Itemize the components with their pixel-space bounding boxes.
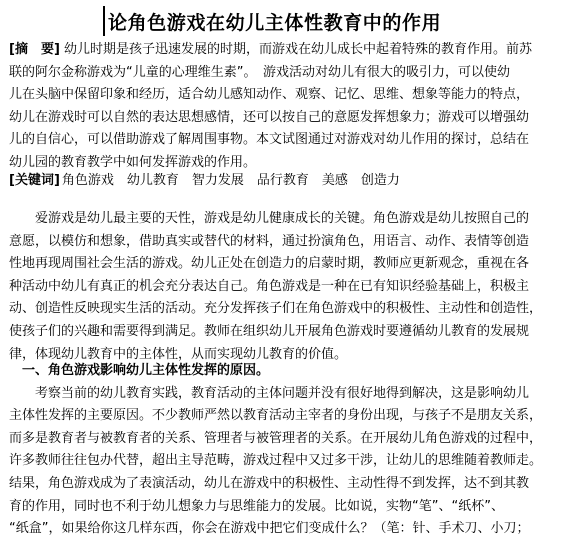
section-one (9, 360, 565, 541)
abstract-line: 幼儿在游戏时可以自然的表达思想感情，还可以按自己的意愿发挥想象力；游戏可以增强幼 (9, 109, 530, 125)
abstract-line: 联的阿尔金称游戏为“儿童的心理维生素”。 游戏活动对幼儿有很大的吸引力，可以使幼 (9, 64, 510, 80)
abstract-line: 幼儿园的教育教学中如何发挥游戏的作用。 (9, 154, 257, 170)
paragraph-line: 性地再现周围社会生活的游戏。幼儿正处在创造力的启蒙时期，教师应更新观念，重视在各 (9, 256, 530, 272)
text-cursor (103, 6, 105, 36)
abstract-label: [摘 要] (9, 42, 60, 57)
keywords-label: [关键词] (9, 173, 60, 188)
paragraph-line: 主体性发挥的主要原因。不少教师严然以教育活动主宰者的身份出现，与孩子不是朋友关系， (9, 408, 543, 424)
section-heading: 一、角色游戏影响幼儿主体性发挥的原因。 (9, 363, 270, 378)
abstract-line: 儿在头脑中保留印象和经历，适合幼儿感知动作、观察、记忆、思维、想象等能力的特点， (9, 87, 530, 103)
paragraph-line: 而多是教育者与被教育者的关系、管理者与被管理者的关系。在开展幼儿角色游戏的过程中， (9, 430, 543, 446)
abstract-line: 儿的自信心，可以借助游戏了解周围事物。本文试图通过对游戏对幼儿作用的探讨，总结在 (9, 132, 530, 148)
keywords-text: 角色游戏 幼儿教育 智力发展 品行教育 美感 创造力 (61, 173, 400, 188)
keywords-line (9, 170, 565, 193)
intro-paragraph (9, 208, 565, 366)
paragraph-line: 动、创造性反映现实生活的活动。充分发挥孩子们在角色游戏中的积极性、主动性和创造性， (9, 301, 543, 317)
abstract-section (9, 39, 565, 175)
paragraph-line: 意愿，以模仿和想象，借助真实或替代的材料，通过扮演角色，用语言、动作、表情等创造 (9, 233, 530, 249)
paragraph-line: 爱游戏是幼儿最主要的天性，游戏是幼儿健康成长的关键。角色游戏是幼儿按照自己的 (9, 211, 530, 226)
paragraph-line: 律，体现幼儿教育中的主体性，从而实现幼儿教育的价值。 (9, 346, 348, 362)
page-title: 论角色游戏在幼儿主体性教育中的作用 (108, 12, 442, 34)
paragraph-line: 结果，角色游戏成为了表演活动，幼儿在游戏中的积极性、主动性得不到发挥，达不到其教 (9, 475, 530, 491)
paragraph-line: 育的作用，同时也不利于幼儿想象力与思维能力的发展。比如说，实物“笔”、“纸杯”、 (9, 498, 504, 514)
paragraph-line: 许多教师往往包办代替，超出主导范畴，游戏过程中又过多干涉，让幼儿的思维随着教师走。 (9, 453, 543, 469)
keywords-section (9, 170, 565, 193)
paragraph-line: 种活动中幼儿有真正的机会充分表达自己。角色游戏是一种在已有知识经验基础上，积极主 (9, 278, 530, 294)
abstract-line: [摘 要] 幼儿时期是孩子迅速发展的时期，而游戏在幼儿成长中起着特殊的教育作用。前苏 (9, 42, 533, 57)
paragraph-line: “纸盒”，如果给你这几样东西，你会在游戏中把它们变成什么？（笔：针、手术刀、小刀； (9, 521, 530, 537)
paragraph-line: 考察当前的幼儿教育实践，教育活动的主体问题并没有很好地得到解决，这是影响幼儿 (9, 385, 530, 401)
paragraph-line: 使孩子们的兴趣和需要得到满足。教师在组织幼儿开展角色游戏时要遵循幼儿教育的发展规 (9, 323, 530, 339)
